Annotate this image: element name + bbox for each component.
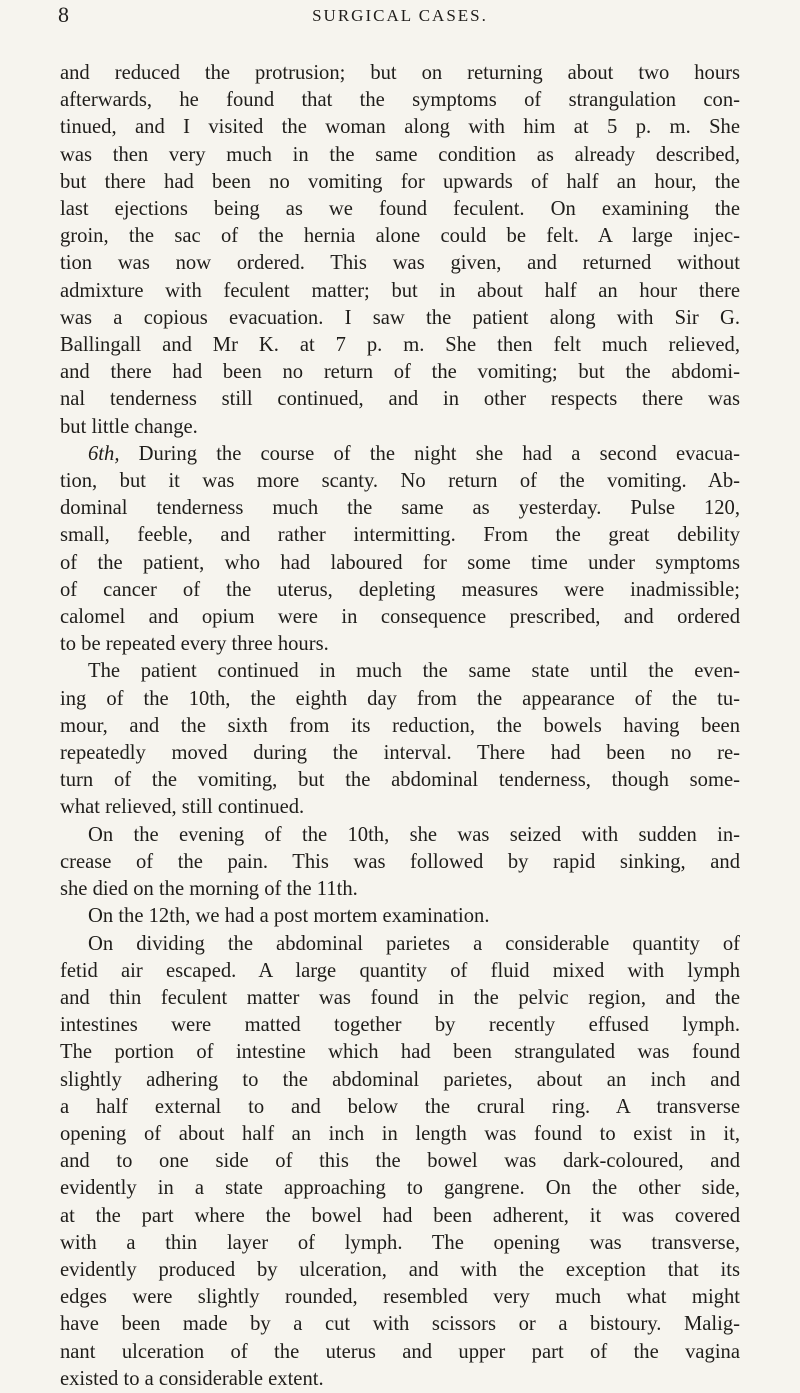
- text-line: 6th, During the course of the night she had a second evacua-: [88, 442, 740, 465]
- text-line: was a copious evacuation. I saw the patient along with Sir G.: [60, 306, 740, 329]
- text-line: what relieved, still continued.: [60, 796, 305, 819]
- text-line: existed to a considerable extent.: [60, 1367, 324, 1390]
- text-line: opening of about half an inch in length was found to exist in it,: [60, 1122, 740, 1145]
- page-number: 8: [58, 2, 69, 27]
- text-line: and there had been no return of the vomiting; but the abdomi-: [60, 361, 740, 384]
- page-header: [0, 0, 800, 48]
- text-line: last ejections being as we found feculent. On examining the: [60, 198, 740, 221]
- text-line: crease of the pain. This was followed by rapid sinking, and: [60, 850, 740, 873]
- text-line: slightly adhering to the abdominal parietes, about an inch and: [60, 1068, 740, 1091]
- text-line: Ballingall and Mr K. at 7 p. m. She then felt much relieved,: [60, 334, 740, 357]
- text-line: but there had been no vomiting for upwards of half an hour, the: [60, 170, 740, 193]
- text-line: of the patient, who had laboured for some time under symptoms: [60, 551, 740, 574]
- text-line: The portion of intestine which had been strangulated was found: [60, 1041, 740, 1064]
- text-line: was then very much in the same condition as already described,: [60, 143, 740, 166]
- text-line: On the evening of the 10th, she was seized with sudden in-: [88, 823, 740, 846]
- text-line: On dividing the abdominal parietes a considerable quantity of: [88, 932, 740, 955]
- text-line: small, feeble, and rather intermitting. From the great debility: [60, 524, 740, 547]
- text-line: admixture with feculent matter; but in about half an hour there: [60, 279, 740, 302]
- text-line: tion was now ordered. This was given, and returned without: [60, 252, 740, 275]
- text-line: mour, and the sixth from its reduction, the bowels having been: [60, 714, 740, 737]
- body-text: [60, 60, 740, 1393]
- text-line: The patient continued in much the same state until the even-: [88, 660, 740, 683]
- text-line: tinued, and I visited the woman along with him at 5 p. m. She: [60, 116, 740, 139]
- text-line: groin, the sac of the hernia alone could be felt. A large injec-: [60, 225, 740, 248]
- text-line: turn of the vomiting, but the abdominal tenderness, though some-: [60, 769, 740, 792]
- running-title: SURGICAL CASES.: [312, 6, 488, 25]
- text-line: nant ulceration of the uterus and upper part of the vagina: [60, 1340, 740, 1363]
- text-line: and to one side of this the bowel was dark-coloured, and: [60, 1150, 740, 1173]
- text-line: On the 12th, we had a post mortem examination.: [88, 905, 490, 928]
- text-line: evidently in a state approaching to gangrene. On the other side,: [60, 1177, 740, 1200]
- text-line: ing of the 10th, the eighth day from the appearance of the tu-: [60, 687, 740, 710]
- text-line: she died on the morning of the 11th.: [60, 878, 358, 901]
- text-line: and thin feculent matter was found in the pelvic region, and the: [60, 986, 740, 1009]
- text-line: fetid air escaped. A large quantity of fluid mixed with lymph: [60, 959, 740, 982]
- text-line: repeatedly moved during the interval. There had been no re-: [60, 742, 740, 765]
- text-line: but little change.: [60, 415, 198, 438]
- text-line: edges were slightly rounded, resembled very much what might: [60, 1286, 740, 1309]
- text-line: a half external to and below the crural ring. A transverse: [60, 1095, 740, 1118]
- text-line: nal tenderness still continued, and in other respects there was: [60, 388, 740, 411]
- text-line: to be repeated every three hours.: [60, 633, 329, 656]
- text-line: and reduced the protrusion; but on returning about two hours: [60, 62, 740, 84]
- text-line: tion, but it was more scanty. No return of the vomiting. Ab-: [60, 470, 740, 493]
- text-line: calomel and opium were in consequence prescribed, and ordered: [60, 606, 740, 629]
- text-line: of cancer of the uterus, depleting measures were inadmissible;: [60, 578, 740, 601]
- text-line: have been made by a cut with scissors or a bistoury. Malig-: [60, 1313, 740, 1336]
- text-line: with a thin layer of lymph. The opening was transverse,: [60, 1231, 740, 1254]
- text-line: afterwards, he found that the symptoms of strangulation con-: [60, 89, 740, 112]
- text-line: intestines were matted together by recently effused lymph.: [60, 1014, 740, 1037]
- date-label: 6th,: [88, 442, 120, 465]
- text-line: at the part where the bowel had been adherent, it was covered: [60, 1204, 740, 1227]
- text-line: dominal tenderness much the same as yesterday. Pulse 120,: [60, 497, 740, 520]
- text-line: evidently produced by ulceration, and with the exception that its: [60, 1258, 740, 1281]
